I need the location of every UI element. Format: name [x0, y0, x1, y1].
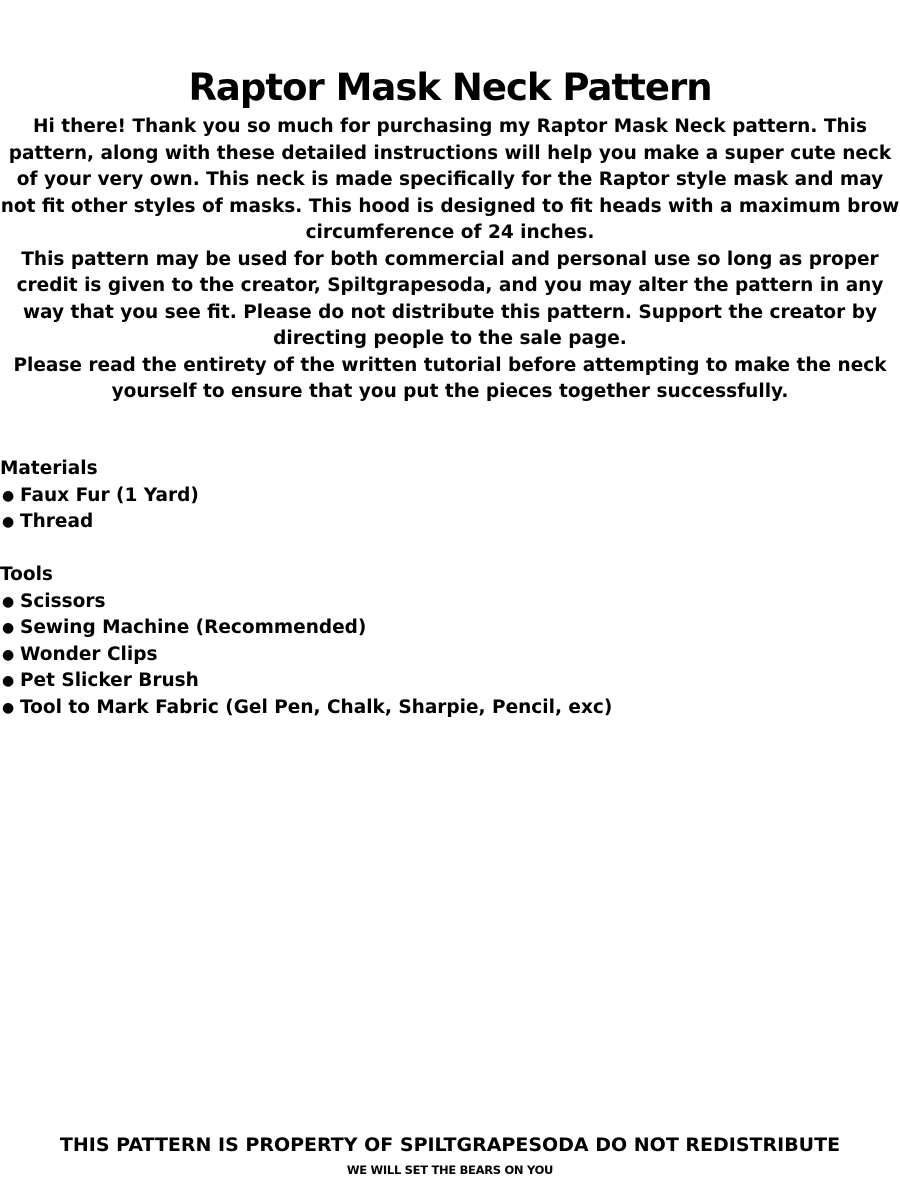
bullet-icon: ●: [2, 646, 15, 663]
list-item: [0, 695, 900, 722]
list-item-label: Pet Slicker Brush: [20, 670, 199, 691]
bullet-icon: ●: [2, 487, 15, 504]
tools-list: [0, 589, 900, 722]
list-item: [0, 483, 900, 510]
intro-paragraph: Hi there! Thank you so much for purchasing my Raptor Mask Neck pattern. This pattern, along with these detailed instructions will help you make a super cute neck of your very own. This neck is made specifically for the Raptor style mask and may not fit other styles of masks. This hood is designed to fit heads with a maximum brow circumference of 24 inches.: [0, 116, 900, 243]
intro-paragraph: This pattern may be used for both commercial and personal use so long as proper credit is given to the creator, Spiltgrapesoda, and you may alter the pattern in any way that you see fit. Please do not distribute this pattern. Support the creator by directing people to the sale page.: [16, 248, 884, 349]
list-item-label: Scissors: [20, 590, 106, 612]
bullet-icon: ●: [2, 699, 15, 716]
list-item-label: Sewing Machine (Recommended): [20, 617, 367, 638]
materials-list: [0, 483, 900, 536]
footer-subnotice: WE WILL SET THE BEARS ON YOU: [346, 1163, 554, 1177]
bullet-icon: ●: [2, 620, 15, 636]
bullet-icon: ●: [2, 673, 15, 689]
list-item: [0, 509, 900, 536]
list-item-label: Tool to Mark Fabric (Gel Pen, Chalk, Sharpie, Pencil, exc): [20, 696, 613, 718]
bullet-icon: ●: [2, 514, 15, 530]
materials-heading: Materials: [0, 458, 98, 479]
bullet-icon: ●: [2, 593, 15, 610]
intro-paragraph: Please read the entirety of the written tutorial before attempting to make the neck yourself to ensure that you put the pieces together successfully.: [13, 354, 887, 402]
list-item: [0, 589, 900, 616]
list-item-label: Wonder Clips: [20, 643, 158, 665]
list-item-label: Thread: [20, 511, 94, 532]
materials-section: [0, 456, 900, 536]
document-title: Raptor Mask Neck Pattern: [188, 66, 712, 109]
footer-notice: THIS PATTERN IS PROPERTY OF SPILTGRAPESODA DO NOT REDISTRIBUTE: [59, 1134, 841, 1156]
tools-heading: Tools: [0, 564, 53, 585]
list-item: [0, 615, 900, 642]
list-item: [0, 668, 900, 695]
list-item: [0, 642, 900, 669]
intro-text: [0, 114, 900, 406]
tools-section: [0, 562, 900, 721]
list-item-label: Faux Fur (1 Yard): [20, 484, 199, 506]
